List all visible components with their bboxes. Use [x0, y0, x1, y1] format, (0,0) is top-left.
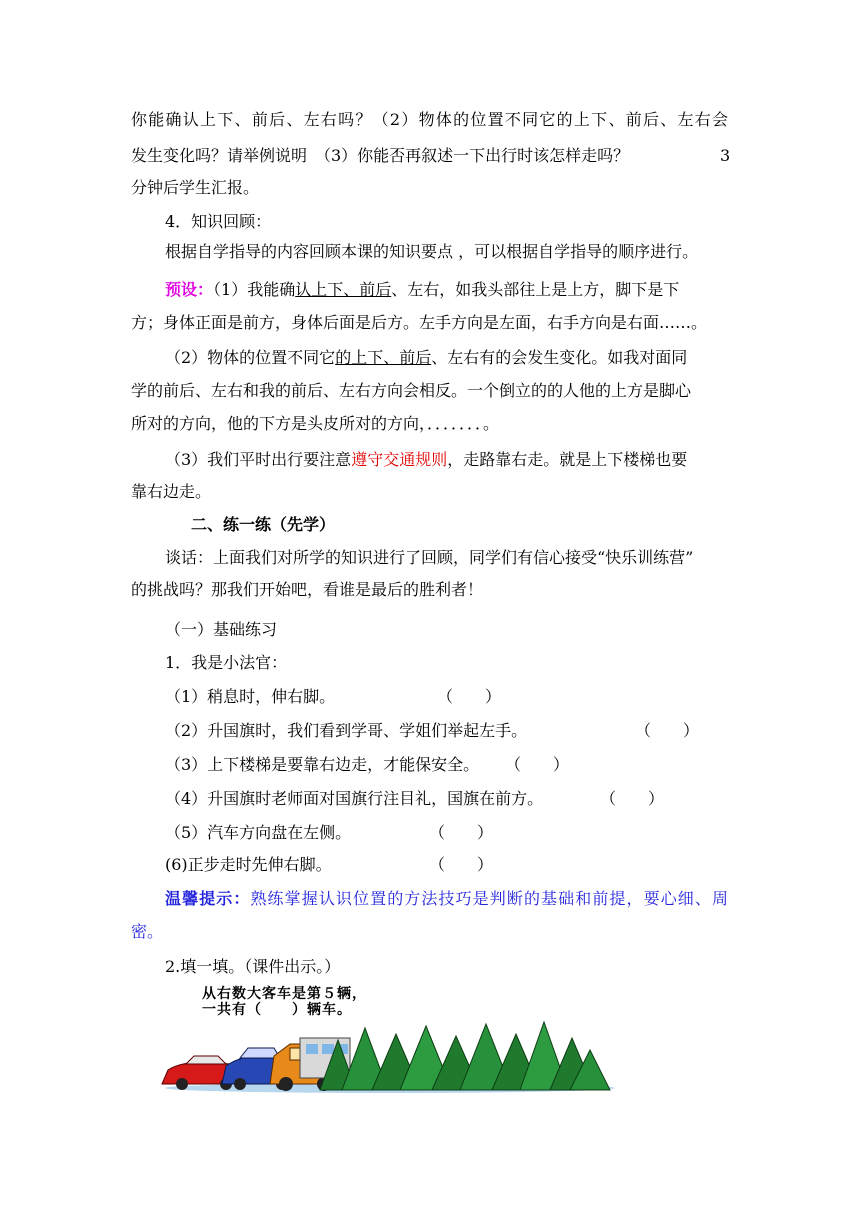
preset-label: 预设：	[165, 280, 214, 299]
section4-body: 根据自学指导的内容回顾本课的知识要点 ，可以根据自学指导的顺序进行。	[165, 242, 699, 261]
judge-item-1: （1）稍息时，伸右脚。	[165, 687, 336, 706]
preset-line1	[165, 280, 679, 300]
preset2-line2: 学的前后、左右和我的前后、左右方向会相反。一个倒立的的人他的上方是脚心	[131, 381, 692, 400]
preset-underlined: 认上下、前后	[295, 280, 392, 299]
para1-line2: 发生变化吗？请举例说明 （3）你能否再叙述一下出行时该怎样走吗？	[131, 146, 630, 165]
para1-line1: 你能确认上下、前后、左右吗？（2）物体的位置不同它的上下、前后、左右会	[131, 110, 728, 129]
talk-line2: 的挑战吗？那我们开始吧，看谁是最后的胜利者！	[131, 580, 484, 599]
preset-line2: 方；身体正面是前方，身体后面是后方。左手方向是左面，右手方向是右面……。	[131, 313, 708, 332]
judge-paren-4: （ ）	[600, 789, 665, 808]
judge-paren-2: （ ）	[635, 721, 700, 740]
preset3-line2: 靠右边走。	[131, 482, 212, 501]
judge-paren-5: （ ）	[429, 823, 494, 842]
tip-label: 温馨提示：	[165, 889, 251, 908]
preset2-line1	[165, 348, 687, 368]
tip-text: 熟练掌握认识位置的方法技巧是判断的基础和前提，要心细、周	[250, 889, 728, 908]
basic-practice-heading: （一）基础练习	[165, 620, 278, 639]
preset3-line1	[165, 450, 687, 470]
judge-item-6: (6)正步走时先伸右脚。	[165, 855, 332, 874]
preset2-underlined: 的上下、前后	[335, 348, 432, 367]
preset2-line3: 所对的方向，他的下方是头皮所对的方向，．．．．．．．。	[131, 414, 500, 433]
pine-trees-icon	[320, 1022, 610, 1090]
talk-line1: 谈话：上面我们对所学的知识进行了回顾，同学们有信心接受“快乐训练营”	[165, 548, 694, 567]
picture-question-line1: 从右数大客车是第５辆，	[202, 986, 367, 1002]
para1-line3: 分钟后学生汇报。	[131, 178, 260, 197]
preset-text-a: （1）我能确	[213, 280, 296, 299]
preset2-text-a: （2）物体的位置不同它	[165, 348, 336, 367]
preset-text-b: 、左右，如我头部往上是上方，脚下是下	[391, 280, 680, 299]
judge-paren-3: （ ）	[505, 755, 570, 774]
judge-paren-6: （ ）	[429, 855, 494, 874]
judge-item-2: （2）升国旗时，我们看到学哥、学姐们举起左手。	[165, 721, 528, 740]
section2-title: 二、练一练（先学）	[191, 515, 336, 534]
para1-line2-number: 3	[720, 146, 731, 165]
preset3-highlight: 遵守交通规则	[351, 450, 448, 469]
preset3-text-a: （3）我们平时出行要注意	[165, 450, 352, 469]
q2-title: 2.填一填。（课件出示。）	[165, 957, 341, 976]
section4-title: 4．知识回顾：	[165, 212, 272, 231]
q1-title: 1．我是小法官：	[165, 653, 288, 672]
preset3-text-b: ，走路靠右走。就是上下楼梯也要	[447, 450, 688, 469]
cars-and-trees-illustration	[160, 1020, 615, 1095]
judge-paren-1: （ ）	[437, 687, 502, 706]
judge-item-5: （5）汽车方向盘在左侧。	[165, 823, 352, 842]
picture-question-line2: 一共有（ ）辆车。	[202, 1002, 352, 1018]
judge-item-3: （3）上下楼梯是要靠右边走，才能保安全。	[165, 755, 480, 774]
tip-line2: 密。	[131, 922, 164, 941]
preset2-text-b: 、左右有的会发生变化。如我对面同	[431, 348, 688, 367]
tip-line1	[165, 889, 728, 909]
judge-item-4: （4）升国旗时老师面对国旗行注目礼，国旗在前方。	[165, 789, 544, 808]
